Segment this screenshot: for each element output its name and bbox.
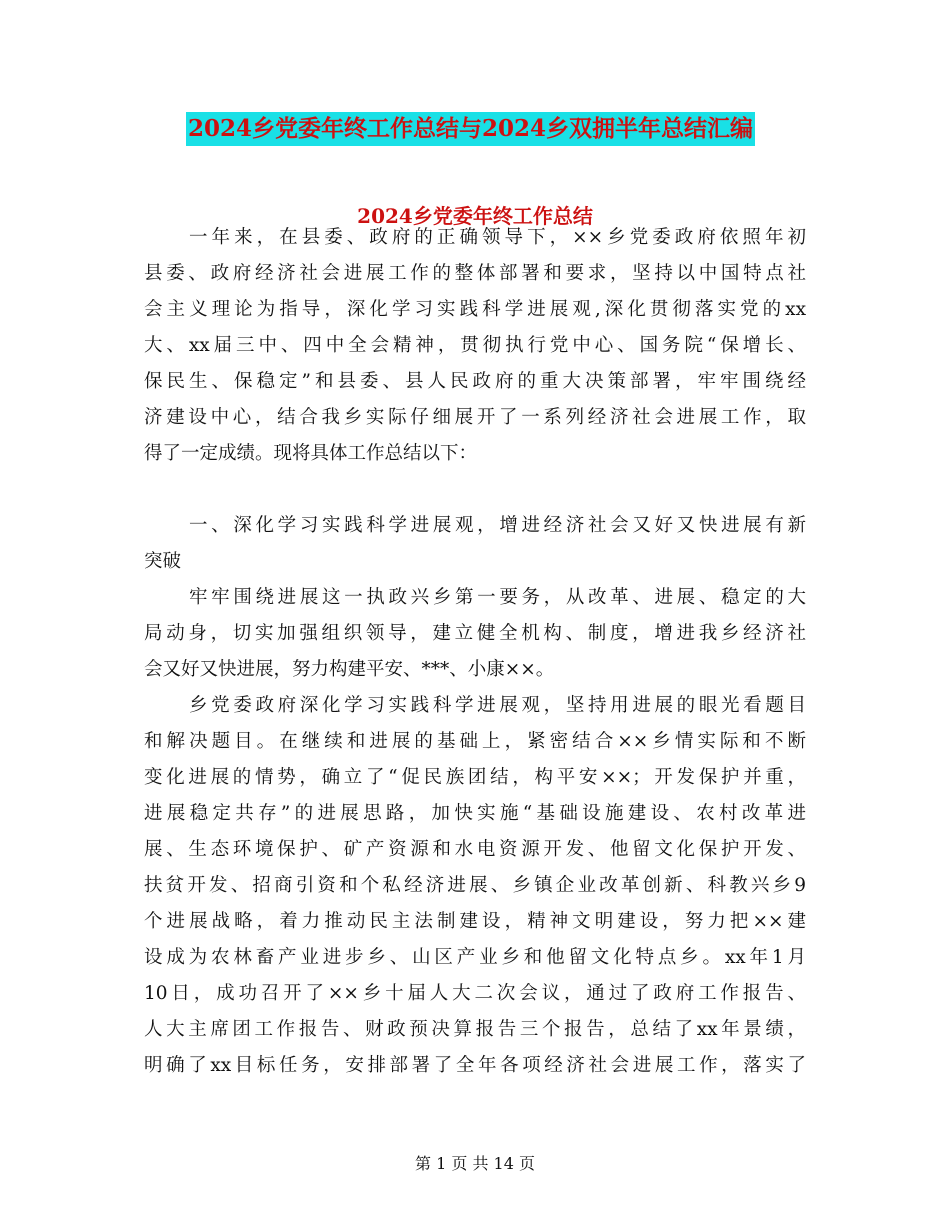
paragraph-line: 得了一定成绩。现将具体工作总结以下： — [144, 443, 478, 464]
paragraph-line: 展、生态环境保护、矿产资源和水电资源开发、他留文化保护开发、 — [144, 839, 806, 860]
paragraph-line: 扶贫开发、招商引资和个私经济进展、乡镇企业改革创新、科教兴乡9 — [144, 875, 806, 896]
paragraph-line: 会主义理论为指导，深化学习实践科学进展观,深化贯彻落实党的xx — [144, 299, 806, 320]
paragraph-line: 县委、政府经济社会进展工作的整体部署和要求，坚持以中国特点社 — [144, 263, 806, 284]
paragraph-line: 乡党委政府深化学习实践科学进展观，坚持用进展的眼光看题目 — [189, 695, 806, 716]
paragraph-line: 10日，成功召开了××乡十届人大二次会议，通过了政府工作报告、 — [144, 983, 806, 1004]
paragraph-line: 进展稳定共存”的进展思路，加快实施“基础设施建设、农村改革进 — [144, 803, 806, 824]
page-footer: 第 1 页 共 14 页 — [415, 1154, 535, 1173]
document-main-title: 2024乡党委年终工作总结与2024乡双拥半年总结汇编 — [186, 112, 755, 146]
heading-line: 一、深化学习实践科学进展观，增进经济社会又好又快进展有新 — [189, 515, 806, 536]
paragraph-line: 个进展战略，着力推动民主法制建设，精神文明建设，努力把××建 — [144, 911, 806, 932]
paragraph-line: 局动身，切实加强组织领导，建立健全机构、制度，增进我乡经济社 — [144, 623, 806, 644]
paragraph-line: 会又好又快进展，努力构建平安、***、小康××。 — [144, 659, 555, 680]
paragraph-line: 大、xx届三中、四中全会精神，贯彻执行党中心、国务院“保增长、 — [144, 335, 806, 356]
paragraph-line: 和解决题目。在继续和进展的基础上，紧密结合××乡情实际和不断 — [144, 731, 806, 752]
paragraph-line: 明确了xx目标任务，安排部署了全年各项经济社会进展工作，落实了 — [144, 1055, 806, 1076]
paragraph-line: 人大主席团工作报告、财政预决算报告三个报告，总结了xx年景绩， — [144, 1019, 806, 1040]
section-title: 2024乡党委年终工作总结 — [357, 204, 593, 228]
heading-line: 突破 — [144, 551, 182, 572]
paragraph-line: 变化进展的情势，确立了“促民族团结，构平安××；开发保护并重， — [144, 767, 806, 788]
paragraph-line: 设成为农林畜产业进步乡、山区产业乡和他留文化特点乡。xx年1月 — [144, 947, 806, 968]
paragraph-line: 保民生、保稳定”和县委、县人民政府的重大决策部署，牢牢围绕经 — [144, 371, 806, 392]
paragraph-line: 一年来，在县委、政府的正确领导下，××乡党委政府依照年初 — [189, 227, 806, 248]
paragraph-line: 牢牢围绕进展这一执政兴乡第一要务，从改革、进展、稳定的大 — [189, 587, 806, 608]
paragraph-line: 济建设中心，结合我乡实际仔细展开了一系列经济社会进展工作，取 — [144, 407, 806, 428]
